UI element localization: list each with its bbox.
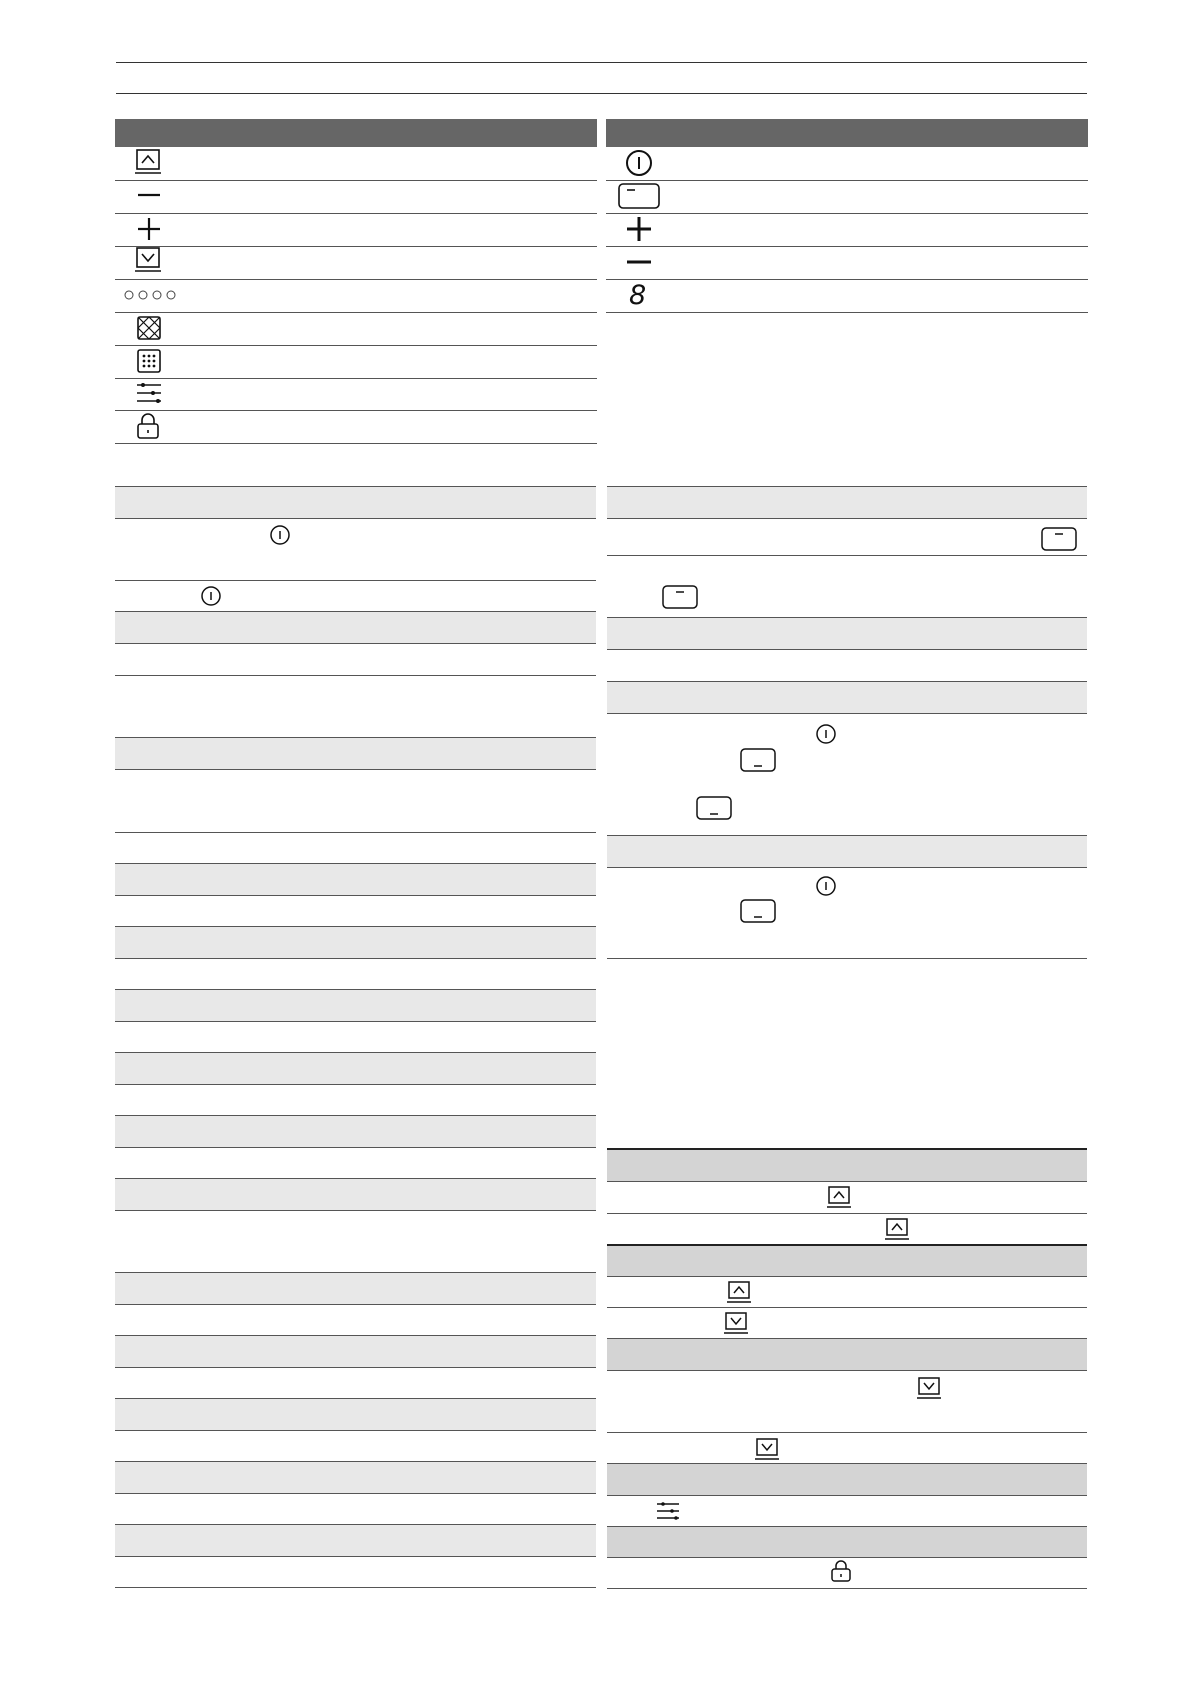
display-key-low-icon <box>695 795 733 821</box>
table-rule <box>115 1210 596 1211</box>
table-rule <box>607 518 1087 519</box>
legend-right-rule <box>606 246 1088 247</box>
table-rule <box>115 1430 596 1431</box>
table-rule <box>607 713 1087 714</box>
legend-left-rule <box>115 246 597 247</box>
section-band <box>115 864 596 895</box>
table-rule <box>115 1304 596 1305</box>
display-key-icon <box>1040 526 1078 552</box>
left-header-bar <box>115 119 597 147</box>
legend-left-rule <box>115 213 597 214</box>
table-rule <box>607 1495 1087 1496</box>
table-rule <box>115 958 596 959</box>
table-rule <box>607 867 1087 868</box>
table-rule <box>607 1370 1087 1371</box>
tray-up-icon <box>133 147 163 177</box>
table-rule <box>115 580 596 581</box>
section-band <box>115 990 596 1021</box>
table-rule <box>607 1307 1087 1308</box>
table-rule <box>115 518 596 519</box>
lock-icon <box>133 411 163 441</box>
lock-icon <box>828 1558 854 1584</box>
section-band <box>115 1462 596 1493</box>
table-rule <box>607 649 1087 650</box>
section-band <box>115 487 596 518</box>
table-rule <box>115 1367 596 1368</box>
dots-row-icon <box>122 287 182 303</box>
section-band <box>115 738 596 769</box>
crosshatch-grid-icon <box>134 313 164 343</box>
legend-left-rule <box>115 345 597 346</box>
table-rule <box>115 1493 596 1494</box>
table-rule <box>115 1587 596 1588</box>
section-band <box>607 618 1087 649</box>
legend-right-rule <box>606 180 1088 181</box>
seven-segment-digit-icon: 8 <box>629 280 647 311</box>
table-rule <box>115 769 596 770</box>
legend-left-rule <box>115 410 597 411</box>
tray-down-icon <box>723 1310 749 1336</box>
legend-left-rule <box>115 180 597 181</box>
section-band <box>115 927 596 958</box>
top-rule <box>116 62 1087 63</box>
dot-grid-icon <box>134 346 164 376</box>
legend-left-rule <box>115 279 597 280</box>
table-rule <box>607 1463 1087 1464</box>
section-band <box>607 836 1087 867</box>
table-rule <box>115 1084 596 1085</box>
minus-icon <box>624 247 654 277</box>
section-band <box>607 1464 1087 1495</box>
tray-up-icon <box>826 1184 852 1210</box>
display-key-icon <box>617 182 661 210</box>
sliders-icon <box>134 378 164 408</box>
table-rule <box>607 1432 1087 1433</box>
section-band <box>607 1150 1087 1181</box>
tray-up-icon <box>884 1216 910 1242</box>
table-rule <box>115 832 596 833</box>
table-rule <box>607 1213 1087 1214</box>
section-band <box>607 682 1087 713</box>
sliders-icon <box>655 1498 681 1524</box>
legend-left-rule <box>115 312 597 313</box>
tray-up-icon <box>726 1279 752 1305</box>
section-band <box>115 1053 596 1084</box>
legend-right-rule <box>606 312 1088 313</box>
right-header-bar <box>606 119 1088 147</box>
plus-icon <box>134 214 164 244</box>
table-rule <box>115 1021 596 1022</box>
tray-down-icon <box>754 1436 780 1462</box>
table-rule <box>115 1147 596 1148</box>
section-band <box>607 1246 1087 1276</box>
table-rule <box>607 1588 1087 1589</box>
section-band <box>607 487 1087 518</box>
tray-down-icon <box>916 1375 942 1401</box>
minus-icon <box>134 180 164 210</box>
table-rule <box>607 1181 1087 1182</box>
section-band <box>115 1336 596 1367</box>
table-rule <box>115 895 596 896</box>
section-band <box>607 1527 1087 1557</box>
section-band <box>115 1116 596 1147</box>
table-rule <box>115 1556 596 1557</box>
legend-right-rule <box>606 213 1088 214</box>
table-rule <box>607 555 1087 556</box>
power-icon <box>198 583 224 609</box>
power-icon <box>813 873 839 899</box>
section-band <box>115 1399 596 1430</box>
legend-left-rule <box>115 378 597 379</box>
section-band <box>115 1273 596 1304</box>
table-rule <box>607 958 1087 959</box>
display-key-low-icon <box>739 898 777 924</box>
top-rule-2 <box>116 93 1087 94</box>
section-band <box>115 1179 596 1210</box>
power-icon <box>624 148 654 178</box>
legend-right-rule <box>606 279 1088 280</box>
section-band <box>115 612 596 643</box>
table-rule <box>115 643 596 644</box>
power-icon <box>813 721 839 747</box>
display-key-icon <box>661 584 699 610</box>
section-band <box>115 1525 596 1556</box>
table-rule <box>115 675 596 676</box>
plus-icon <box>624 214 654 244</box>
display-key-low-icon <box>739 747 777 773</box>
table-rule <box>607 1276 1087 1277</box>
tray-down-icon <box>133 245 163 275</box>
section-band <box>607 1339 1087 1370</box>
legend-left-rule <box>115 443 597 444</box>
table-rule <box>607 1526 1087 1527</box>
power-icon <box>267 522 293 548</box>
